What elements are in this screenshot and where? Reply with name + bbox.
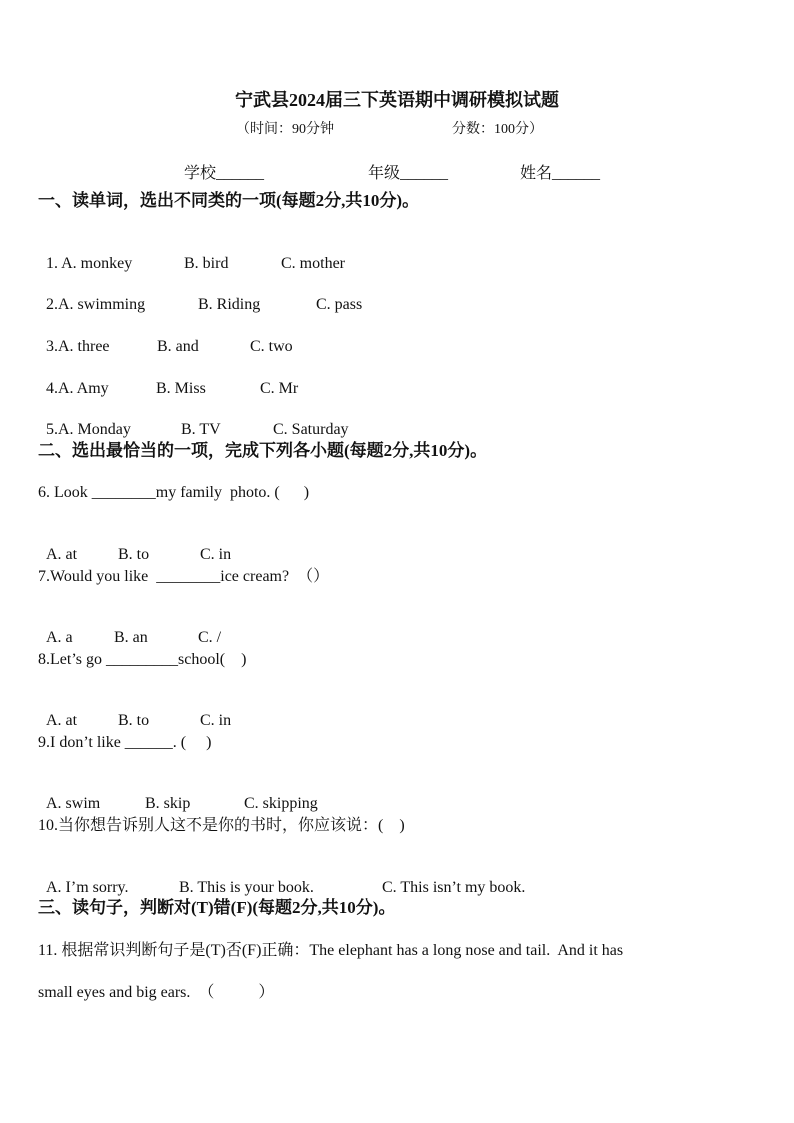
option-b: B. bird	[184, 255, 229, 272]
question-9-stem: 9.I don’t like ______. ( )	[38, 734, 212, 751]
question-10-options	[38, 858, 526, 898]
section-1-heading: 一、读单词，选出不同类的一项(每题2分,共10分)。	[38, 191, 420, 210]
option-a: A. at	[46, 546, 78, 563]
option-b: B. Riding	[198, 296, 261, 313]
school-field: 学校______	[184, 165, 265, 182]
option-b: B. and	[157, 338, 199, 355]
option-b: B. to	[118, 546, 150, 563]
question-10-stem: 10.当你想告诉别人这不是你的书时，你应该说：( )	[38, 817, 405, 834]
option-a: 4.A. Amy	[46, 380, 109, 397]
question-8-options	[38, 691, 232, 731]
question-7-stem: 7.Would you like ________ice cream? （）	[38, 568, 330, 585]
name-field: 姓名______	[520, 165, 601, 182]
option-c: C. /	[198, 629, 222, 646]
option-a: 3.A. three	[46, 338, 110, 355]
question-4	[38, 359, 299, 399]
question-6-options	[38, 525, 232, 565]
page-title: 宁武县2024届三下英语期中调研模拟试题	[235, 90, 559, 110]
question-2	[38, 275, 363, 315]
option-a: 5.A. Monday	[46, 421, 131, 438]
question-11-line-1: 11. 根据常识判断句子是(T)否(F)正确：The elephant has a long nose and tail. And it has	[38, 942, 624, 959]
option-c: C. in	[200, 546, 232, 563]
option-c: C. Saturday	[273, 421, 349, 438]
option-b: B. an	[114, 629, 148, 646]
option-c: C. in	[200, 712, 232, 729]
question-5	[38, 400, 349, 440]
option-c: C. two	[250, 338, 293, 355]
exam-time: （时间：90分钟	[236, 122, 334, 137]
option-a: A. a	[46, 629, 73, 646]
question-3	[38, 317, 293, 357]
option-a: A. swim	[46, 795, 101, 812]
question-7-options	[38, 608, 222, 648]
option-a: A. I’m sorry.	[46, 879, 129, 896]
option-c: C. pass	[316, 296, 363, 313]
question-1	[38, 234, 345, 274]
option-a: 1. A. monkey	[46, 255, 133, 272]
option-b: B. to	[118, 712, 150, 729]
option-b: B. TV	[181, 421, 221, 438]
exam-score: 分数：100分）	[452, 122, 543, 137]
option-c: C. This isn’t my book.	[382, 879, 526, 896]
option-a: A. at	[46, 712, 78, 729]
question-6-stem: 6. Look ________my family photo. ( )	[38, 484, 310, 501]
option-c: C. Mr	[260, 380, 299, 397]
grade-field: 年级______	[368, 165, 449, 182]
option-b: B. Miss	[156, 380, 206, 397]
section-2-heading: 二、选出最恰当的一项，完成下列各小题(每题2分,共10分)。	[38, 441, 488, 460]
option-b: B. skip	[145, 795, 191, 812]
option-a: 2.A. swimming	[46, 296, 146, 313]
option-c: C. skipping	[244, 795, 318, 812]
option-c: C. mother	[281, 255, 345, 272]
question-9-options	[38, 774, 318, 814]
question-8-stem: 8.Let’s go _________school( )	[38, 651, 247, 668]
question-11-line-2: small eyes and big ears. （ ）	[38, 984, 275, 1001]
option-b: B. This is your book.	[179, 879, 314, 896]
section-3-heading: 三、读句子，判断对(T)错(F)(每题2分,共10分)。	[38, 898, 396, 917]
